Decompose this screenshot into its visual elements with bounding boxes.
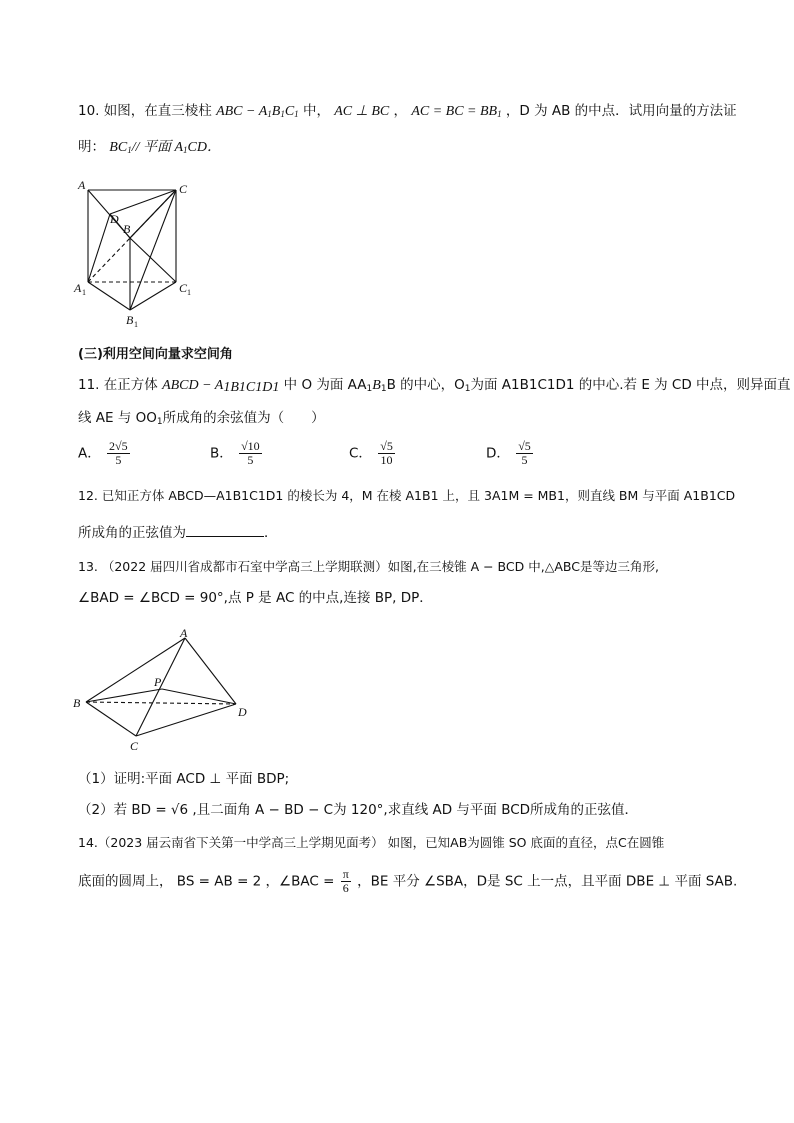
q11-line2-sub: 1 — [156, 417, 163, 427]
label-B: B — [73, 696, 81, 710]
q11-sub-b: 1 — [366, 384, 373, 394]
q14-text-a: 底面的圆周上， BS = AB = 2 ，∠BAC = — [78, 873, 335, 890]
label-C: C — [179, 182, 188, 196]
label-A: A — [180, 626, 188, 640]
option-c-label: C． — [349, 445, 372, 462]
q13-line2: ∠BAD = ∠BCD = 90°,点 P 是 AC 的中点,连接 BP, DP． — [78, 590, 433, 606]
q10-comma: ， — [393, 103, 408, 119]
q12-line2 — [78, 524, 278, 542]
q10-text-rest: ，D 为 AB 的中点．试用向量的方法证 — [505, 103, 737, 119]
bc1: $BC_1$ — [109, 140, 132, 155]
label-B: B — [123, 222, 131, 236]
q11-cube: ABCD − A — [162, 378, 224, 393]
label-D: D — [110, 212, 119, 226]
option-b[interactable] — [210, 440, 264, 467]
label-A1: A — [74, 281, 82, 295]
option-d-label: D． — [486, 445, 510, 462]
perp-condition: AC ⊥ BC — [334, 104, 390, 119]
option-b-label: B． — [210, 445, 233, 462]
label-D: D — [238, 705, 247, 719]
q11-text-c: B — [372, 378, 381, 393]
q11-sub-d: 1 — [464, 384, 471, 394]
option-d-fraction: $\frac{√5}{5}$ — [518, 439, 531, 467]
q14-text-b: ，BE 平分 ∠SBA，D是 SC 上一点，且平面 DBE ⊥ 平面 SAB. — [357, 873, 738, 890]
equal-condition: AC = BC = $BB_1$ — [411, 104, 502, 119]
label-B1-sub: 1 — [134, 320, 138, 328]
option-a-fraction: $\frac{2√5}{5}$ — [109, 439, 128, 467]
q14-fraction: $\frac{\pi}{6}$ — [342, 867, 349, 895]
q11-line2-text: 线 AE 与 OO — [78, 410, 157, 426]
q11-text-e: 为面 A1B1C1D1 的中心.若 E 为 CD 中点，则异面直 — [470, 377, 791, 393]
option-c-fraction: $\frac{√5}{10}$ — [380, 439, 393, 467]
option-d[interactable] — [486, 440, 535, 467]
section-heading: (三)利用空间向量求空间角 — [78, 347, 233, 362]
prism-name: ABC − $A_1B_1C_1$ — [216, 104, 299, 119]
q12-end: ． — [264, 525, 278, 541]
q12-line1: 12. 已知正方体 ABCD—A1B1C1D1 的棱长为 4，M 在棱 A1B1 上，且 3A1M = MB1，则直线 BM 与平面 A1B1CD — [78, 488, 736, 503]
q11-line1 — [78, 376, 791, 395]
q11-cube-sub: 1B1C1D1 — [223, 380, 280, 395]
q10-number: 10. 如图，在直三棱柱 — [78, 103, 212, 119]
q14-line1: 14.（2023 届云南省下关第一中学高三上学期见面考） 如图，已知AB为圆锥 SO 底面的直径，点C在圆锥 — [78, 835, 665, 850]
option-c[interactable] — [349, 440, 397, 467]
q11-text-d: B 的中心，O — [386, 377, 465, 393]
q11-text-b: 中 O 为面 AA — [283, 377, 367, 393]
q13-part1: （1）证明:平面 ACD ⊥ 平面 BDP; — [78, 771, 290, 787]
prism-figure — [70, 176, 200, 328]
q12-text: 所成角的正弦值为 — [78, 525, 186, 541]
option-a[interactable] — [78, 440, 132, 467]
q10-line2 — [78, 138, 221, 157]
parallel-plane: // 平面 $A_1CD$． — [131, 140, 221, 155]
q10-text: 中， — [302, 103, 330, 119]
option-b-fraction: $\frac{√10}{5}$ — [241, 439, 260, 467]
q11-line2-end: 所成角的余弦值为（ ） — [162, 410, 325, 426]
tetrahedron-figure — [70, 626, 260, 756]
option-a-label: A． — [78, 445, 101, 462]
q11-sub-c: 1 — [380, 384, 387, 394]
answer-blank[interactable] — [186, 524, 264, 537]
label-C: C — [130, 739, 139, 753]
q11-number: 11. 在正方体 — [78, 377, 158, 393]
q14-line2 — [78, 868, 737, 895]
label-C1: C — [179, 281, 188, 295]
q10-line1 — [78, 102, 737, 121]
q13-line1: 13. （2022 届四川省成都市石室中学高三上学期联测）如图,在三棱锥 A − BCD 中,△ABC是等边三角形, — [78, 559, 659, 574]
label-P: P — [154, 675, 162, 689]
label-A1-sub: 1 — [82, 288, 86, 297]
label-A: A — [78, 178, 86, 192]
label-C1-sub: 1 — [187, 288, 191, 297]
q13-part2: （2）若 BD = √6 ,且二面角 A − BD − C为 120°,求直线 AD 与平面 BCD所成角的正弦值． — [78, 802, 639, 818]
q10-prove: 明： — [78, 139, 105, 155]
label-B1: B — [126, 313, 134, 327]
q11-line2 — [78, 409, 325, 427]
